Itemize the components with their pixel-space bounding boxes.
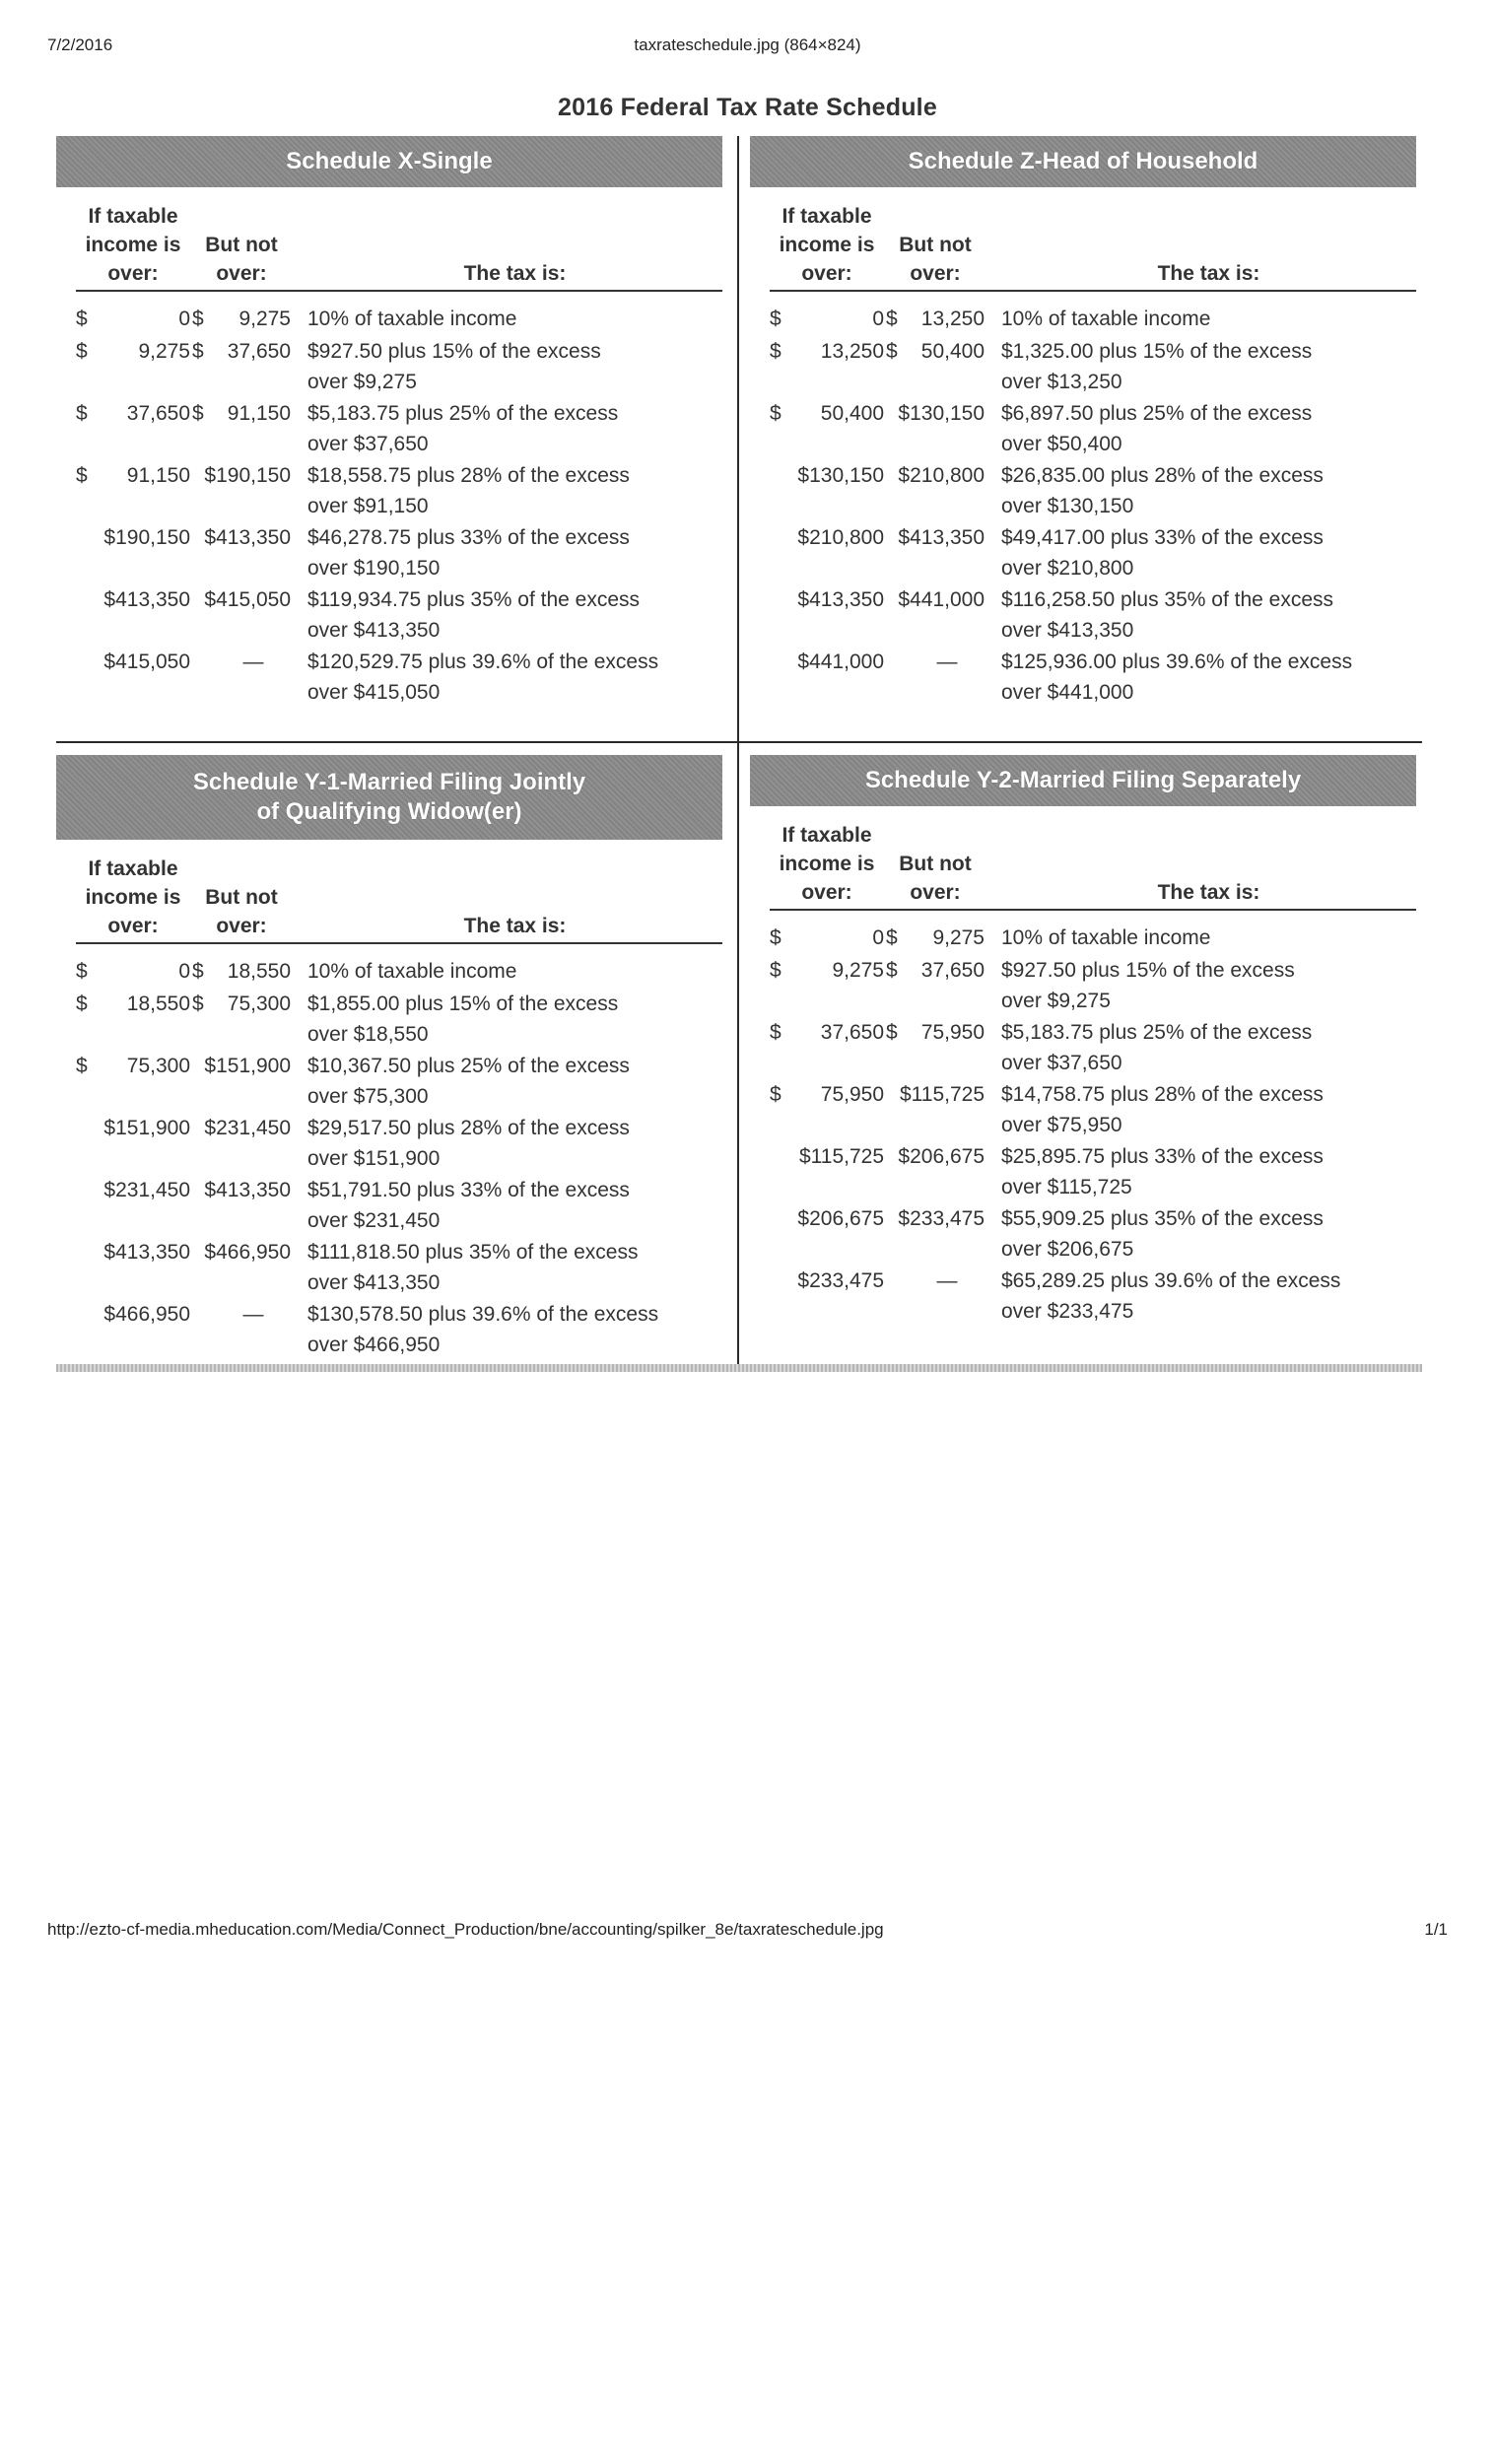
cell-tax-formula	[307, 1175, 722, 1236]
print-page-title: taxrateschedule.jpg (864×824)	[634, 35, 861, 54]
amount: $413,350	[204, 1179, 291, 1201]
amount: 18,550	[126, 992, 190, 1015]
header-over-line2: income is	[85, 234, 181, 256]
tax-excess-line: over $91,150	[307, 495, 429, 517]
cell-tax-formula	[307, 1051, 722, 1112]
amount: 18,550	[227, 960, 291, 983]
header-not-over	[886, 850, 985, 907]
table-row	[76, 956, 722, 989]
amount: $231,450	[103, 1179, 190, 1201]
cell-tax-formula	[1001, 923, 1416, 953]
cell-tax-formula	[307, 1237, 722, 1298]
tax-excess-line: over $115,725	[1001, 1176, 1132, 1198]
table-row	[76, 460, 722, 522]
amount: $130,150	[797, 464, 884, 487]
amount: 75,950	[820, 1083, 884, 1106]
amount: $206,675	[797, 1207, 884, 1230]
tax-line: 10% of taxable income	[1001, 926, 1211, 949]
tax-line: $29,517.50 plus 28% of the excess	[307, 1117, 630, 1139]
amount: $413,350	[797, 588, 884, 611]
cell-tax-formula	[1001, 336, 1416, 397]
schedule-x-title: Schedule X-Single	[56, 136, 722, 187]
header-over-line3: over:	[801, 262, 852, 285]
cell-tax-formula	[307, 956, 722, 987]
tax-line: $18,558.75 plus 28% of the excess	[307, 464, 630, 487]
cell-tax-formula	[307, 1299, 722, 1360]
tax-line: $25,895.75 plus 33% of the excess	[1001, 1145, 1324, 1168]
table-row	[76, 1175, 722, 1237]
table-row	[770, 398, 1416, 460]
header-over	[76, 202, 190, 288]
currency-symbol: $	[76, 992, 88, 1015]
tax-excess-line: over $75,300	[307, 1085, 429, 1108]
tax-line: $46,278.75 plus 33% of the excess	[307, 526, 630, 549]
currency-symbol: $	[770, 1021, 781, 1044]
amount: $210,800	[898, 464, 985, 487]
tax-line: $1,325.00 plus 15% of the excess	[1001, 340, 1313, 363]
table-row	[770, 955, 1416, 1017]
tax-line: $14,758.75 plus 28% of the excess	[1001, 1083, 1324, 1106]
currency-symbol: $	[770, 340, 781, 363]
header-over-line1: If taxable	[781, 205, 872, 228]
tax-line: $130,578.50 plus 39.6% of the excess	[307, 1303, 659, 1326]
currency-symbol: $	[192, 960, 204, 983]
currency-symbol: $	[76, 1055, 88, 1077]
amount: $413,350	[103, 588, 190, 611]
tax-excess-line: over $206,675	[1001, 1238, 1134, 1261]
tax-excess-line: over $231,450	[307, 1209, 441, 1232]
cell-tax-formula	[307, 522, 722, 583]
table-row	[770, 336, 1416, 398]
header-over-line3: over:	[107, 262, 159, 285]
tax-line: $26,835.00 plus 28% of the excess	[1001, 464, 1324, 487]
header-over-line2: income is	[85, 886, 181, 909]
amount: 37,650	[126, 402, 190, 425]
header-over	[770, 202, 884, 288]
header-over	[770, 821, 884, 907]
tax-excess-line: over $466,950	[307, 1334, 441, 1356]
cell-tax-formula	[1001, 584, 1416, 646]
header-tax: The tax is:	[1157, 262, 1260, 285]
tax-excess-line: over $441,000	[1001, 681, 1134, 704]
cell-tax-formula	[307, 1113, 722, 1174]
cell-tax-formula	[307, 647, 722, 708]
header-notover-line2: over:	[216, 262, 267, 285]
tax-excess-line: over $413,350	[1001, 619, 1134, 642]
tax-line: $927.50 plus 15% of the excess	[1001, 959, 1295, 982]
cell-tax-formula	[1001, 1017, 1416, 1078]
amount: 75,950	[920, 1021, 985, 1044]
table-row	[76, 1113, 722, 1175]
cell-tax-formula	[1001, 1203, 1416, 1265]
tax-rate-sheet	[56, 136, 1422, 1375]
header-over-line1: If taxable	[88, 205, 178, 228]
cell-tax-formula	[1001, 1266, 1416, 1327]
table-row	[770, 1141, 1416, 1203]
cell-tax-formula	[1001, 647, 1416, 708]
cell-tax-formula	[307, 398, 722, 459]
schedule-y1-title	[56, 755, 722, 840]
currency-symbol: $	[76, 960, 88, 983]
document-title: 2016 Federal Tax Rate Schedule	[558, 94, 937, 121]
header-notover-line2: over:	[216, 915, 267, 937]
amount: $466,950	[103, 1303, 190, 1326]
header-notover-line2: over:	[910, 881, 961, 904]
tax-excess-line: over $13,250	[1001, 371, 1122, 393]
tax-excess-line: over $9,275	[1001, 990, 1111, 1012]
amount: 37,650	[227, 340, 291, 363]
schedule-y1-title-line2: of Qualifying Widow(er)	[256, 798, 522, 825]
horizontal-divider	[56, 741, 1422, 743]
amount: $415,050	[204, 588, 291, 611]
table-row	[770, 647, 1416, 709]
cell-tax-formula	[307, 460, 722, 521]
amount: 13,250	[920, 308, 985, 330]
tax-line: $116,258.50 plus 35% of the excess	[1001, 588, 1334, 611]
header-notover-line1: But not	[899, 853, 972, 875]
currency-symbol: $	[770, 1083, 781, 1106]
header-over-line3: over:	[107, 915, 159, 937]
header-over-line1: If taxable	[88, 857, 178, 880]
amount: 50,400	[820, 402, 884, 425]
header-over-line3: over:	[801, 881, 852, 904]
tax-line: $125,936.00 plus 39.6% of the excess	[1001, 650, 1353, 673]
currency-symbol: $	[76, 308, 88, 330]
header-notover-line1: But not	[899, 234, 972, 256]
tax-excess-line: over $151,900	[307, 1147, 441, 1170]
amount: $130,150	[898, 402, 985, 425]
header-over	[76, 855, 190, 940]
table-row	[76, 1051, 722, 1113]
table-row	[770, 923, 1416, 955]
table-row	[76, 1237, 722, 1299]
header-over-line2: income is	[779, 853, 875, 875]
header-tax: The tax is:	[1157, 881, 1260, 904]
cell-tax-formula	[1001, 398, 1416, 459]
cell-tax-formula	[307, 989, 722, 1050]
tax-excess-line: over $9,275	[307, 371, 417, 393]
cell-tax-formula	[1001, 460, 1416, 521]
currency-symbol: $	[886, 340, 898, 363]
amount: 75,300	[126, 1055, 190, 1077]
schedule-y1-title-line1: Schedule Y-1-Married Filing Jointly	[192, 769, 586, 795]
print-date: 7/2/2016	[47, 35, 113, 54]
currency-symbol: $	[76, 464, 88, 487]
currency-symbol: $	[886, 926, 898, 949]
amount: 9,275	[138, 340, 190, 363]
currency-symbol: $	[770, 926, 781, 949]
print-footer	[47, 1920, 1448, 1944]
amount: 9,275	[932, 926, 985, 949]
amount: $190,150	[204, 464, 291, 487]
amount: 9,275	[832, 959, 884, 982]
tax-line: $49,417.00 plus 33% of the excess	[1001, 526, 1324, 549]
column-headers	[770, 187, 1416, 292]
page-number: 1/1	[1424, 1920, 1448, 1939]
header-not-over	[192, 883, 291, 940]
schedule-y1-panel	[56, 755, 722, 1361]
schedule-rows	[76, 304, 722, 709]
amount: 13,250	[820, 340, 884, 363]
schedule-y2-title: Schedule Y-2-Married Filing Separately	[750, 755, 1416, 806]
tax-excess-line: over $37,650	[307, 433, 429, 455]
tax-line: $1,855.00 plus 15% of the excess	[307, 992, 619, 1015]
table-row	[76, 398, 722, 460]
schedule-z-title: Schedule Z-Head of Household	[750, 136, 1416, 187]
schedule-z-panel	[750, 136, 1416, 709]
print-header	[47, 35, 1448, 59]
amount: $151,900	[103, 1117, 190, 1139]
tax-line: 10% of taxable income	[307, 960, 517, 983]
tax-excess-line: over $413,350	[307, 1271, 441, 1294]
header-over-line2: income is	[779, 234, 875, 256]
currency-symbol: $	[192, 992, 204, 1015]
amount: 37,650	[920, 959, 985, 982]
schedule-x-panel	[56, 136, 722, 709]
bottom-rule	[56, 1364, 1422, 1372]
amount: $115,725	[899, 1083, 985, 1106]
header-notover-line1: But not	[205, 234, 278, 256]
amount: $415,050	[103, 650, 190, 673]
amount: $231,450	[204, 1117, 291, 1139]
tax-excess-line: over $210,800	[1001, 557, 1134, 580]
currency-symbol: $	[76, 340, 88, 363]
cell-tax-formula	[1001, 304, 1416, 334]
amount: $413,350	[204, 526, 291, 549]
amount: $413,350	[898, 526, 985, 549]
header-over-line1: If taxable	[781, 824, 872, 847]
amount: 0	[872, 926, 884, 949]
table-row	[770, 1079, 1416, 1141]
amount: 91,150	[227, 402, 291, 425]
table-row	[76, 336, 722, 398]
header-notover-line2: over:	[910, 262, 961, 285]
cell-tax-formula	[1001, 1079, 1416, 1140]
tax-line: $65,289.25 plus 39.6% of the excess	[1001, 1269, 1341, 1292]
header-not-over	[192, 231, 291, 288]
tax-excess-line: over $415,050	[307, 681, 441, 704]
amount: $206,675	[898, 1145, 985, 1168]
cell-tax-formula	[1001, 522, 1416, 583]
table-row	[770, 1203, 1416, 1266]
currency-symbol: $	[192, 402, 204, 425]
tax-line: $111,818.50 plus 35% of the excess	[307, 1241, 639, 1264]
table-row	[76, 989, 722, 1051]
table-row	[770, 522, 1416, 584]
table-row	[770, 584, 1416, 647]
table-row	[76, 584, 722, 647]
amount: 91,150	[126, 464, 190, 487]
amount: $151,900	[204, 1055, 291, 1077]
tax-line: 10% of taxable income	[1001, 308, 1211, 330]
schedule-y2-panel	[750, 755, 1416, 1328]
amount: 50,400	[920, 340, 985, 363]
currency-symbol: $	[192, 308, 204, 330]
no-limit-dash: —	[242, 650, 264, 673]
amount: 9,275	[238, 308, 291, 330]
table-row	[770, 304, 1416, 336]
schedule-rows	[76, 956, 722, 1361]
amount: 37,650	[820, 1021, 884, 1044]
amount: $115,725	[798, 1145, 884, 1168]
no-limit-dash: —	[936, 650, 958, 673]
currency-symbol: $	[886, 308, 898, 330]
tax-line: $51,791.50 plus 33% of the excess	[307, 1179, 630, 1201]
tax-excess-line: over $50,400	[1001, 433, 1122, 455]
vertical-divider	[737, 136, 739, 1364]
tax-line: $5,183.75 plus 25% of the excess	[307, 402, 619, 425]
currency-symbol: $	[770, 308, 781, 330]
currency-symbol: $	[770, 959, 781, 982]
tax-excess-line: over $233,475	[1001, 1300, 1134, 1323]
tax-excess-line: over $130,150	[1001, 495, 1134, 517]
column-headers	[76, 187, 722, 292]
tax-line: $927.50 plus 15% of the excess	[307, 340, 601, 363]
amount: 0	[178, 308, 190, 330]
header-notover-line1: But not	[205, 886, 278, 909]
cell-tax-formula	[1001, 1141, 1416, 1202]
no-limit-dash: —	[242, 1303, 264, 1326]
cell-tax-formula	[1001, 955, 1416, 1016]
tax-line: $120,529.75 plus 39.6% of the excess	[307, 650, 659, 673]
currency-symbol: $	[76, 402, 88, 425]
cell-tax-formula	[307, 304, 722, 334]
tax-excess-line: over $190,150	[307, 557, 441, 580]
table-row	[770, 1017, 1416, 1079]
cell-tax-formula	[307, 336, 722, 397]
amount: $413,350	[103, 1241, 190, 1264]
table-row	[770, 1266, 1416, 1328]
tax-line: 10% of taxable income	[307, 308, 517, 330]
currency-symbol: $	[770, 402, 781, 425]
header-not-over	[886, 231, 985, 288]
amount: 0	[178, 960, 190, 983]
cell-tax-formula	[307, 584, 722, 646]
amount: $210,800	[797, 526, 884, 549]
currency-symbol: $	[886, 1021, 898, 1044]
table-row	[76, 522, 722, 584]
tax-line: $55,909.25 plus 35% of the excess	[1001, 1207, 1324, 1230]
table-row	[76, 304, 722, 336]
table-row	[770, 460, 1416, 522]
amount: $441,000	[898, 588, 985, 611]
source-url: http://ezto-cf-media.mheducation.com/Media/Connect_Production/bne/accounting/spilker_8e/taxrateschedule.jpg	[47, 1920, 884, 1939]
amount: $233,475	[898, 1207, 985, 1230]
currency-symbol: $	[192, 340, 204, 363]
amount: 0	[872, 308, 884, 330]
amount: $190,150	[103, 526, 190, 549]
table-row	[76, 647, 722, 709]
tax-line: $10,367.50 plus 25% of the excess	[307, 1055, 630, 1077]
amount: $233,475	[797, 1269, 884, 1292]
amount: 75,300	[227, 992, 291, 1015]
tax-excess-line: over $18,550	[307, 1023, 429, 1046]
column-headers	[770, 806, 1416, 911]
tax-excess-line: over $413,350	[307, 619, 441, 642]
tax-line: $5,183.75 plus 25% of the excess	[1001, 1021, 1313, 1044]
column-headers	[76, 840, 722, 944]
amount: $441,000	[797, 650, 884, 673]
tax-line: $6,897.50 plus 25% of the excess	[1001, 402, 1313, 425]
table-row	[76, 1299, 722, 1361]
tax-excess-line: over $75,950	[1001, 1114, 1122, 1136]
currency-symbol: $	[886, 959, 898, 982]
tax-line: $119,934.75 plus 35% of the excess	[307, 588, 641, 611]
header-tax: The tax is:	[463, 262, 567, 285]
no-limit-dash: —	[936, 1269, 958, 1292]
schedule-rows	[770, 304, 1416, 709]
header-tax: The tax is:	[463, 915, 567, 937]
schedule-rows	[770, 923, 1416, 1328]
amount: $466,950	[204, 1241, 291, 1264]
tax-excess-line: over $37,650	[1001, 1052, 1122, 1074]
